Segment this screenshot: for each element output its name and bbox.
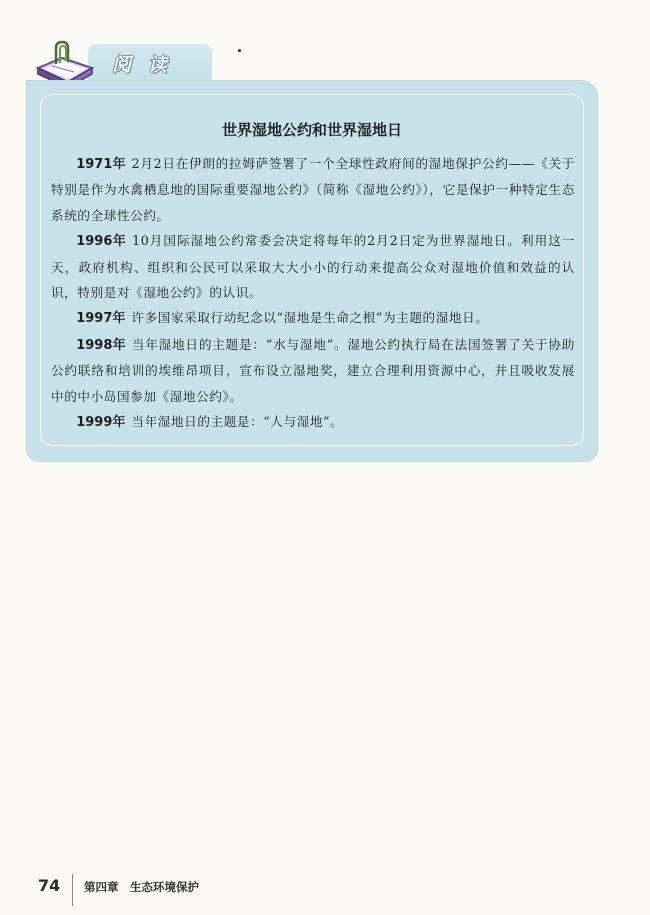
page-number: 74 (38, 876, 61, 895)
year-label: 1971年 (76, 157, 126, 172)
paragraph-text: 2月2日在伊朗的拉姆萨签署了一个全球性政府间的湿地保护公约——《关于特别是作为水禽栖息地的国际重要湿地公约》（简称《湿地公约》），它是保护一种特定生态系统的全球性公约。 (51, 156, 575, 223)
footer-divider (72, 874, 73, 906)
paragraph-text: 10月国际湿地公约常委会决定将每年的2月2日定为世界湿地日。利用这一天，政府机构、组织和公民可以采取大大小小的行动来提高公众对湿地价值和效益的认识，特别是对《湿地公约》的认识。 (51, 233, 575, 301)
year-label: 1997年 (76, 311, 126, 327)
chapter-title: 第四章 生态环境保护 (84, 880, 199, 894)
paragraph-text: 当年湿地日的主题是：“水与湿地”。湿地公约执行局在法国签署了关于协助公约联络和培训的埃维昂项目，宣布设立湿地奖，建立合理利用资源中心，并且吸收发展中的中小岛国参加《湿地公约》。 (51, 336, 575, 404)
paragraph-1971 (51, 151, 575, 228)
paragraph-1999 (51, 409, 575, 435)
article-body (51, 151, 575, 435)
article-title: 世界湿地公约和世界湿地日 (221, 121, 402, 139)
year-label: 1999年 (76, 415, 126, 431)
paragraph-text: 许多国家采取行动纪念以“湿地是生命之根”为主题的湿地日。 (131, 310, 489, 326)
year-label: 1998年 (76, 337, 126, 353)
paragraph-1998 (51, 332, 575, 409)
paragraph-1997 (51, 305, 575, 331)
ink-dot (238, 49, 241, 52)
reading-tab-label: 阅读 (112, 54, 185, 76)
paragraph-text: 当年湿地日的主题是：“人与湿地”。 (131, 414, 344, 430)
year-label: 1996年 (76, 234, 127, 250)
paragraph-1996 (51, 228, 575, 305)
